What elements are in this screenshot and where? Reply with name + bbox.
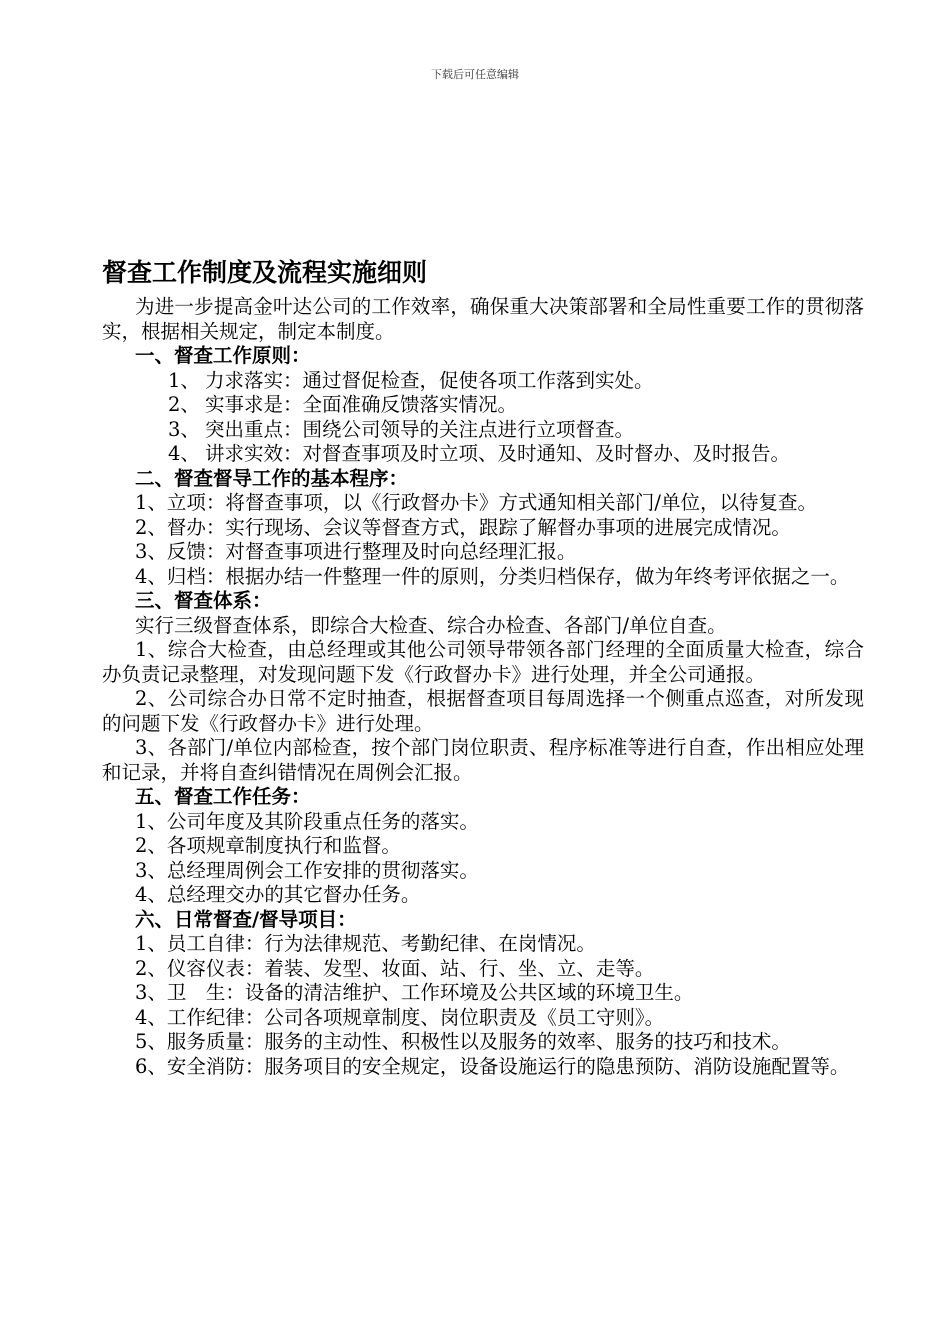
- procedure-item: 4、归档：根据办结一件整理一件的原则，分类归档保存，做为年终考评依据之一。: [135, 564, 850, 588]
- document-body: [102, 254, 864, 1079]
- task-item: 2、各项规章制度执行和监督。: [135, 834, 401, 857]
- section-heading-principles: 一、督查工作原则：: [135, 344, 311, 367]
- item-text: 力求落实：通过督促检查，促使各项工作落到实处。: [205, 368, 654, 392]
- system-item: 2、公司综合办日常不定时抽查，根据督查项目每周选择一个侧重点巡查，对所发现的问题下发《行政督办卡》进行处理。: [102, 687, 864, 735]
- task-item: 4、总经理交办的其它督办任务。: [135, 883, 421, 906]
- item-number: 2、: [168, 393, 200, 416]
- procedure-item: 3、反馈：对督查事项进行整理及时向总经理汇报。: [135, 540, 577, 563]
- item-text: 实事求是：全面准确反馈落实情况。: [205, 393, 518, 416]
- task-item: 3、总经理周例会工作安排的贯彻落实。: [135, 858, 479, 882]
- daily-item: 1、员工自律：行为法律规范、考勤纪律、在岗情况。: [135, 932, 596, 955]
- item-number: 3、: [168, 417, 200, 441]
- item-text: 突出重点：围绕公司领导的关注点进行立项督查。: [205, 417, 635, 441]
- system-intro: 实行三级督查体系，即综合大检查、综合办检查、各部门/单位自查。: [135, 613, 727, 637]
- procedure-item: 2、督办：实行现场、会议等督查方式，跟踪了解督办事项的进展完成情况。: [135, 515, 791, 539]
- item-number: 1、: [168, 368, 200, 392]
- section-heading-system: 三、督查体系：: [135, 589, 272, 612]
- principle-item: [102, 418, 864, 443]
- item-number: 4、: [168, 442, 200, 465]
- system-item: 3、各部门/单位内部检查，按个部门岗位职责、程序标准等进行自查，作出相应处理和记录，并将自查纠错情况在周例会汇报。: [102, 736, 864, 784]
- principle-item: [102, 442, 864, 467]
- daily-item: 5、服务质量：服务的主动性、积极性以及服务的效率、服务的技巧和技术。: [135, 1030, 791, 1053]
- daily-item: 6、安全消防：服务项目的安全规定，设备设施运行的隐患预防、消防设施配置等。: [135, 1054, 850, 1078]
- intro-paragraph: 为进一步提高金叶达公司的工作效率，确保重大决策部署和全局性重要工作的贯彻落实，根据相关规定，制定本制度。: [102, 295, 864, 343]
- procedure-item: 1、立项：将督查事项，以《行政督办卡》方式通知相关部门/单位，以待复查。: [135, 491, 817, 514]
- item-text: 讲求实效：对督查事项及时立项、及时通知、及时督办、及时报告。: [205, 442, 791, 465]
- section-heading-procedure: 二、督查督导工作的基本程序：: [135, 466, 409, 490]
- principle-item: [102, 369, 864, 394]
- header-note: 下载后可任意编辑: [431, 68, 519, 81]
- document-title: 督查工作制度及流程实施细则: [102, 258, 428, 287]
- principle-item: [102, 393, 864, 418]
- task-item: 1、公司年度及其阶段重点任务的落实。: [135, 809, 479, 833]
- daily-item: 3、卫 生：设备的清洁维护、工作环境及公共区域的环境卫生。: [135, 981, 694, 1004]
- daily-item: 4、工作纪律：公司各项规章制度、岗位职责及《员工守则》。: [135, 1005, 665, 1029]
- system-item: 1、综合大检查，由总经理或其他公司领导带领各部门经理的全面质量大检查，综合办负责记录整理，对发现问题下发《行政督办卡》进行处理，并全公司通报。: [102, 638, 864, 686]
- section-heading-daily-items: 六、日常督查/督导项目：: [135, 907, 357, 931]
- section-heading-tasks: 五、督查工作任务：: [135, 785, 311, 808]
- daily-item: 2、仪容仪表：着装、发型、妆面、站、行、坐、立、走等。: [135, 956, 655, 980]
